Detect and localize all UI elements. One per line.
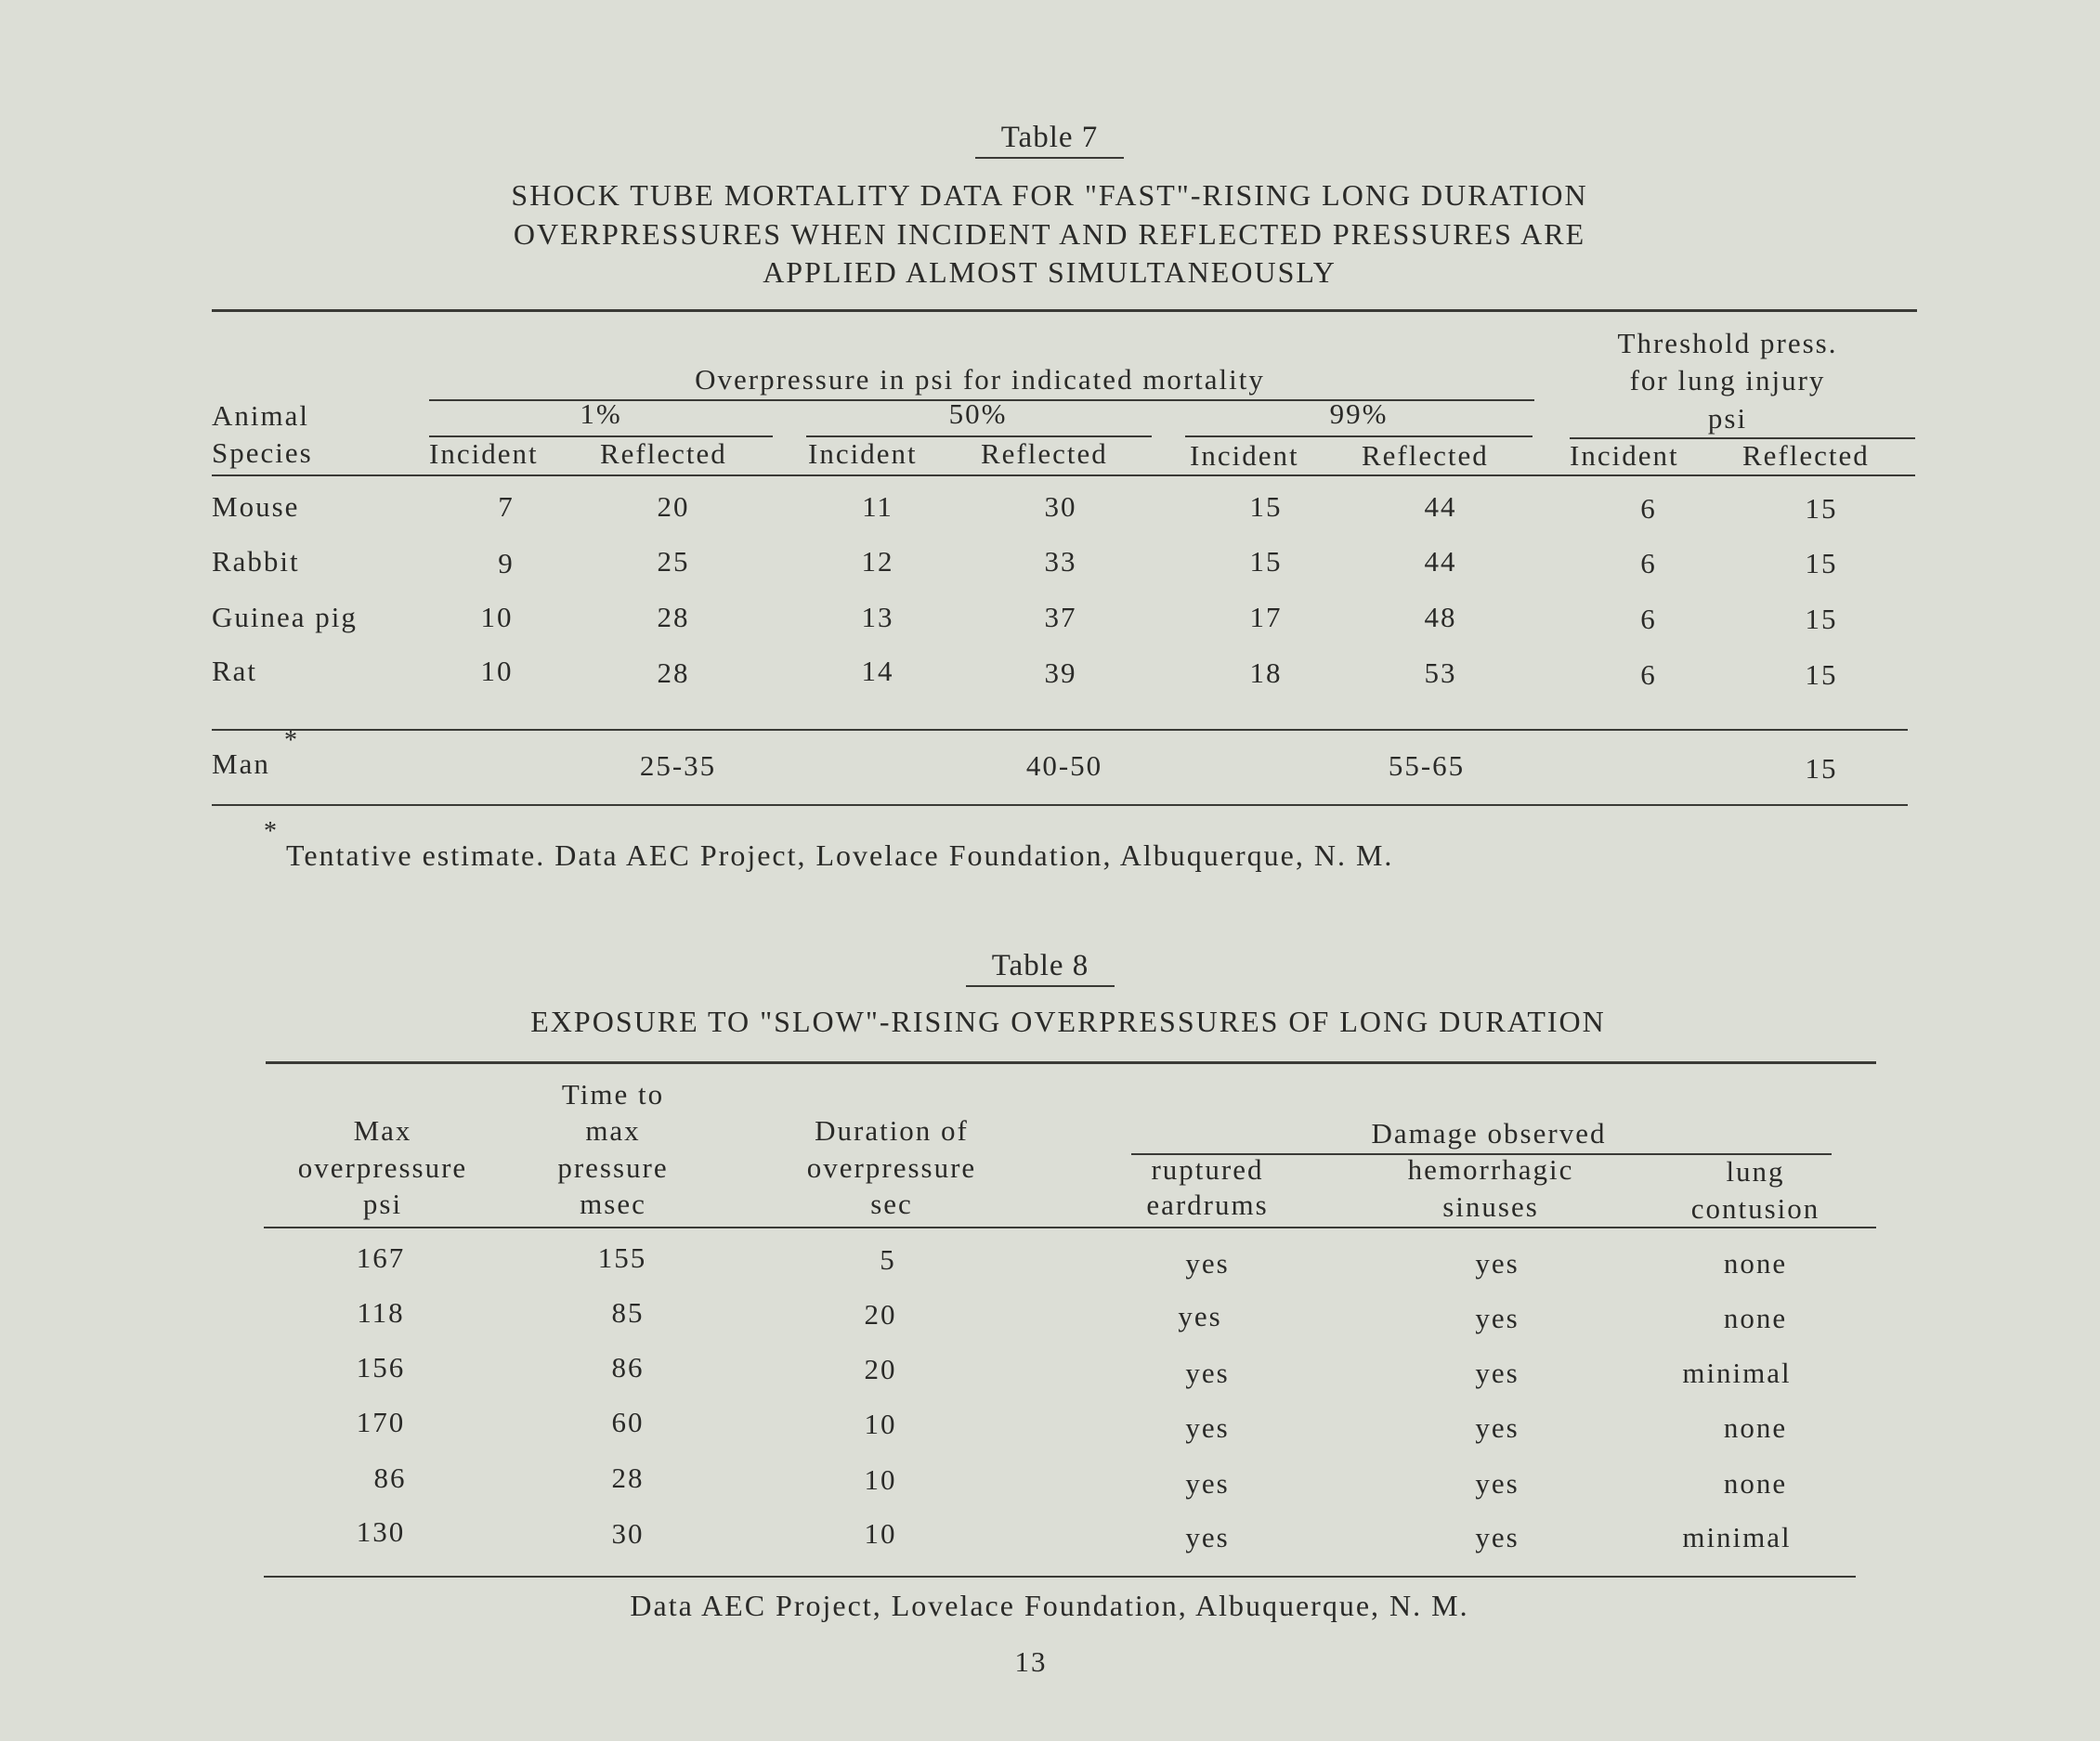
table7-cell: 15 (1249, 490, 1283, 523)
table8-cell: 20 (864, 1353, 897, 1385)
table7-cell: 15 (1805, 547, 1838, 579)
table7-header-threshold-3: psi (1707, 402, 1748, 435)
table8-header-max: psi (362, 1188, 403, 1220)
table7-row-species: Mouse (212, 490, 300, 523)
table8-cell: 10 (864, 1408, 897, 1440)
table8-cell: 10 (864, 1463, 897, 1496)
table8-header-time: max (585, 1114, 641, 1147)
table8-header-duration: overpressure (806, 1151, 977, 1184)
table7-cell: 15 (1249, 545, 1283, 578)
table7-cell: 15 (1805, 658, 1838, 691)
table7-cell: 7 (498, 490, 515, 523)
table8-header-time: Time to (561, 1078, 665, 1111)
table8-header-lung: lung (1726, 1155, 1785, 1188)
table7-header-species: Species (212, 436, 313, 469)
table7-man-range-50: 40-50 (1025, 749, 1103, 782)
table8-header-time: pressure (557, 1151, 669, 1184)
table8-cell: 156 (356, 1351, 406, 1384)
table8-header-rule (264, 1227, 1876, 1228)
table7-sub-reflected-1: Reflected (600, 437, 727, 470)
table8-cell: 170 (356, 1406, 406, 1438)
table7-cell: 6 (1640, 547, 1657, 579)
table7-footnote-asterisk: * (264, 817, 279, 846)
table7-cell: 25 (657, 545, 690, 578)
table8-cell: 28 (611, 1462, 645, 1494)
table8-header-max: overpressure (297, 1151, 468, 1184)
table7-cell: 53 (1424, 656, 1457, 689)
table8-cell: yes (1185, 1521, 1230, 1553)
table7-cell: 6 (1640, 658, 1657, 691)
table8-header-max: Max (353, 1114, 412, 1147)
table8-cell: yes (1185, 1247, 1230, 1280)
table8-cell: 155 (597, 1241, 647, 1274)
page-number: 13 (1014, 1645, 1048, 1678)
table8-header-eardrums: ruptured (1151, 1153, 1264, 1186)
table7-row-species: Rabbit (212, 545, 300, 578)
table7-cell: 11 (862, 490, 893, 523)
table8-header-lung: contusion (1690, 1192, 1820, 1225)
table8-cell: minimal (1682, 1521, 1792, 1553)
table8-header-sinuses: hemorrhagic (1407, 1153, 1574, 1186)
table7-header-threshold-1: Threshold press. (1617, 327, 1838, 359)
table7-sub-incident-1: Incident (429, 437, 539, 470)
table8-cell: 30 (611, 1517, 645, 1550)
table7-sub-incident-50: Incident (808, 437, 918, 470)
table7-cell: 39 (1044, 656, 1077, 689)
table7-sub-incident-threshold: Incident (1570, 439, 1679, 472)
table7-cell: 15 (1805, 603, 1838, 635)
table7-cell: 14 (861, 655, 894, 687)
table7-cell: 30 (1044, 490, 1077, 523)
table7-cell: 12 (861, 545, 894, 578)
table7-row-species: Guinea pig (212, 601, 358, 633)
table7-sub-reflected-threshold: Reflected (1742, 439, 1870, 472)
table8-header-sinuses: sinuses (1442, 1190, 1539, 1223)
table8-header-eardrums: eardrums (1146, 1189, 1269, 1221)
table8-cell: 130 (356, 1515, 406, 1548)
table8-cell: yes (1178, 1300, 1222, 1332)
table7-cell: 18 (1249, 656, 1283, 689)
table7-cell: 44 (1424, 545, 1457, 578)
table7-cell: 44 (1424, 490, 1457, 523)
table8-cell: yes (1185, 1467, 1230, 1500)
table7-cell: 17 (1249, 601, 1283, 633)
table7-group-50: 50% (948, 397, 1008, 430)
table8-cell: 86 (611, 1351, 645, 1384)
table7-sub-incident-99: Incident (1190, 439, 1299, 472)
table7-header-animal: Animal (212, 399, 309, 432)
table7-title-line2: OVERPRESSURES WHEN INCIDENT AND REFLECTED PRESSURES ARE (513, 217, 1586, 251)
table8-cell: 5 (880, 1243, 896, 1276)
table8-cell: yes (1475, 1467, 1520, 1500)
table7-cell: 6 (1640, 492, 1657, 525)
table7-cell: 37 (1044, 601, 1077, 633)
table8-cell: minimal (1682, 1357, 1792, 1389)
table7-bottom-rule (212, 804, 1908, 806)
table8-cell: 86 (373, 1462, 407, 1494)
table8-caption: Table 8 (966, 949, 1115, 987)
table7-cell: 15 (1805, 492, 1838, 525)
table8-header-time: msec (580, 1188, 646, 1220)
table7-man-threshold: 15 (1805, 752, 1838, 785)
table8-cell: none (1723, 1411, 1788, 1444)
table8-cell: 20 (864, 1298, 897, 1331)
table7-cell: 33 (1044, 545, 1077, 578)
table7-man-range-1: 25-35 (639, 749, 717, 782)
table8-source: Data AEC Project, Lovelace Foundation, Albuquerque, N. M. (630, 1589, 1469, 1622)
table7-row-species: Rat (212, 655, 258, 687)
table8-cell: yes (1475, 1411, 1520, 1444)
table7-footnote: Tentative estimate. Data AEC Project, Lovelace Foundation, Albuquerque, N. M. (286, 838, 1394, 872)
table7-sub-reflected-50: Reflected (981, 437, 1108, 470)
table8-header-duration: Duration of (815, 1114, 969, 1147)
table8-cell: yes (1185, 1357, 1230, 1389)
table7-header-rule (212, 474, 1915, 476)
table8-cell: 10 (864, 1517, 897, 1550)
table8-bottom-rule (264, 1576, 1856, 1578)
table8-cell: none (1723, 1247, 1788, 1280)
table7-man-asterisk: * (284, 726, 299, 755)
table7-man-species: Man (212, 747, 270, 780)
table8-cell: yes (1185, 1411, 1230, 1444)
table7-cell: 6 (1640, 603, 1657, 635)
table7-sub-reflected-99: Reflected (1362, 439, 1489, 472)
table8-cell: yes (1475, 1247, 1520, 1280)
table8-header-damage: Damage observed (1371, 1117, 1607, 1150)
table7-cell: 20 (657, 490, 690, 523)
table8-top-rule (266, 1061, 1876, 1064)
table7-man-top-rule (212, 729, 1908, 731)
table8-cell: 85 (611, 1296, 645, 1329)
table7-cell: 10 (480, 655, 514, 687)
table7-top-rule (212, 309, 1917, 312)
table8-cell: 118 (357, 1296, 405, 1329)
table7-header-overpressure: Overpressure in psi for indicated mortality (695, 363, 1265, 396)
table7-caption: Table 7 (975, 121, 1124, 159)
table7-title-line1: SHOCK TUBE MORTALITY DATA FOR "FAST"-RISING LONG DURATION (511, 178, 1588, 212)
table8-cell: yes (1475, 1357, 1520, 1389)
table8-title: EXPOSURE TO "SLOW"-RISING OVERPRESSURES OF LONG DURATION (530, 1005, 1606, 1038)
table8-cell: 167 (356, 1241, 406, 1274)
table7-group-rule-99 (1185, 435, 1533, 437)
table7-cell: 13 (861, 601, 894, 633)
table7-cell: 9 (498, 547, 515, 579)
table7-man-range-99: 55-65 (1388, 749, 1466, 782)
table8-header-duration: sec (870, 1188, 913, 1220)
table7-title-line3: APPLIED ALMOST SIMULTANEOUSLY (763, 255, 1337, 289)
table7-header-threshold-2: for lung injury (1629, 364, 1826, 396)
table7-group-99: 99% (1329, 397, 1389, 430)
table7-cell: 10 (480, 601, 514, 633)
table8-cell: none (1723, 1302, 1788, 1334)
table7-cell: 28 (657, 656, 690, 689)
table8-cell: 60 (611, 1406, 645, 1438)
table7-cell: 48 (1424, 601, 1457, 633)
table7-cell: 28 (657, 601, 690, 633)
table7-group-1: 1% (580, 397, 622, 430)
table8-cell: yes (1475, 1521, 1520, 1553)
table8-cell: none (1723, 1467, 1788, 1500)
table8-cell: yes (1475, 1302, 1520, 1334)
